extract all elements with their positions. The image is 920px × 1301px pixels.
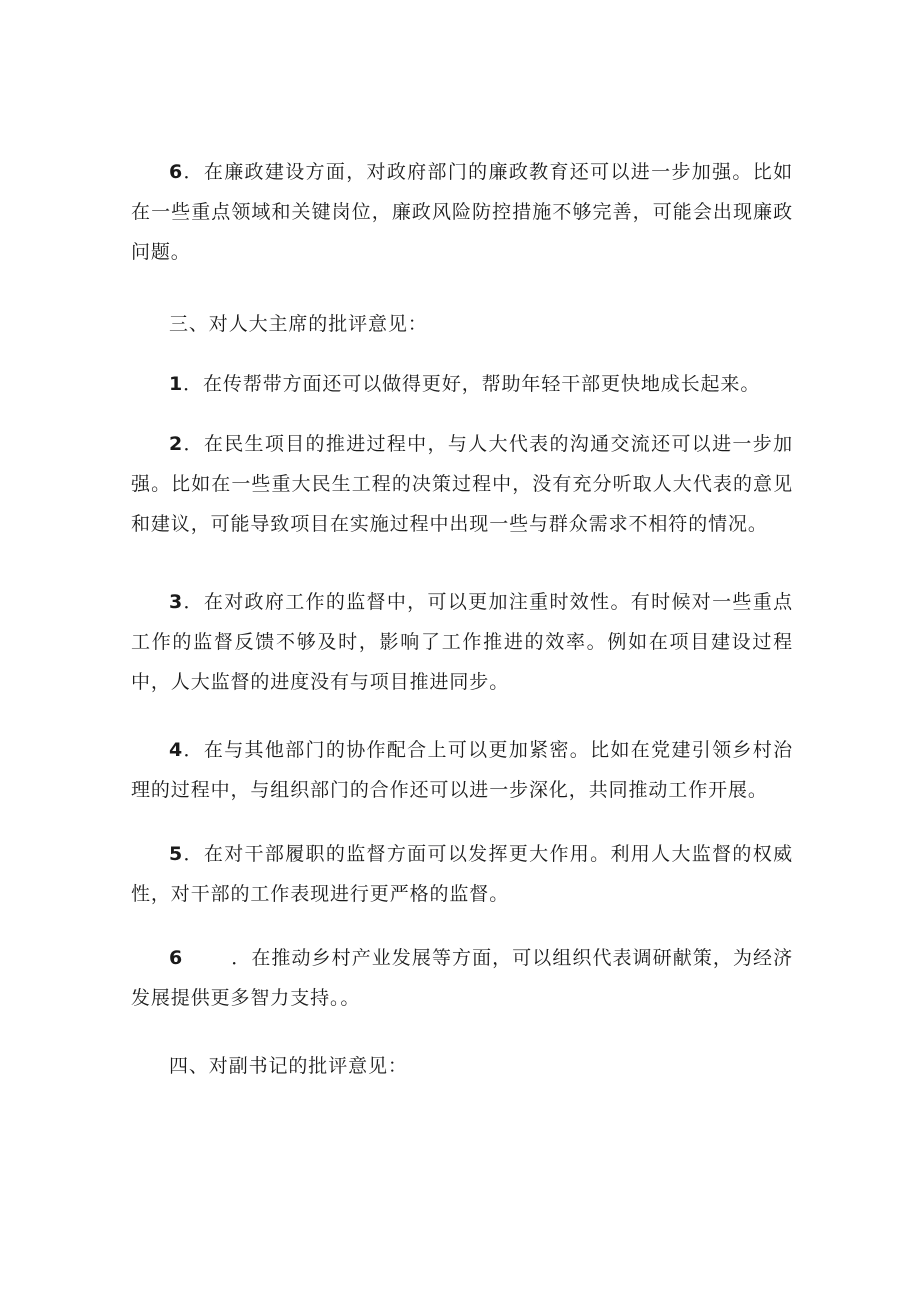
paragraph-item-6-industry: [131, 938, 793, 1018]
section-heading-deputy-secretary: 四、对副书记的批评意见：: [169, 1055, 408, 1077]
item-text: 在传帮带方面还可以做得更好，帮助年轻干部更快地成长起来。: [203, 373, 761, 395]
item-number: 4: [169, 739, 184, 761]
item-number: 2: [169, 433, 184, 455]
item-separator: ．: [183, 843, 204, 865]
paragraph-item-1: [131, 364, 793, 404]
item-text: 在民生项目的推进过程中，与人大代表的沟通交流还可以进一步加强。比如在一些重大民生工程的决策过程中，没有充分听取人大代表的意见和建议，可能导致项目在实施过程中出现一些与群众需求不相符的情况。: [131, 433, 793, 535]
item-separator: ．: [183, 739, 204, 761]
paragraph-item-2: [131, 424, 793, 544]
paragraph-item-6-integrity: [131, 152, 793, 272]
item-text: 在对干部履职的监督方面可以发挥更大作用。利用人大监督的权威性，对干部的工作表现进行更严格的监督。: [131, 843, 793, 905]
item-separator: ．: [183, 373, 204, 395]
paragraph-item-5: [131, 834, 793, 914]
item-text: 在廉政建设方面，对政府部门的廉政教育还可以进一步加强。比如在一些重点领域和关键岗位，廉政风险防控措施不够完善，可能会出现廉政问题。: [131, 161, 793, 263]
section-heading-npc-chairman: 三、对人大主席的批评意见：: [169, 313, 428, 335]
item-text: 在与其他部门的协作配合上可以更加紧密。比如在党建引领乡村治理的过程中，与组织部门的合作还可以进一步深化，共同推动工作开展。: [131, 739, 793, 801]
paragraph-item-3: [131, 582, 793, 702]
item-separator: ．: [183, 161, 204, 183]
item-number: 5: [169, 843, 184, 865]
item-number: 6: [169, 161, 184, 183]
item-number: 3: [169, 591, 184, 613]
item-number: 6: [169, 947, 184, 969]
item-number: 1: [169, 373, 184, 395]
item-text: 在推动乡村产业发展等方面，可以组织代表调研献策，为经济发展提供更多智力支持。。: [131, 947, 793, 1009]
item-separator: ．: [231, 947, 252, 969]
paragraph-item-4: [131, 730, 793, 810]
item-text: 在对政府工作的监督中，可以更加注重时效性。有时候对一些重点工作的监督反馈不够及时，影响了工作推进的效率。例如在项目建设过程中，人大监督的进度没有与项目推进同步。: [131, 591, 793, 693]
item-separator: ．: [183, 433, 204, 455]
item-separator: ．: [183, 591, 204, 613]
